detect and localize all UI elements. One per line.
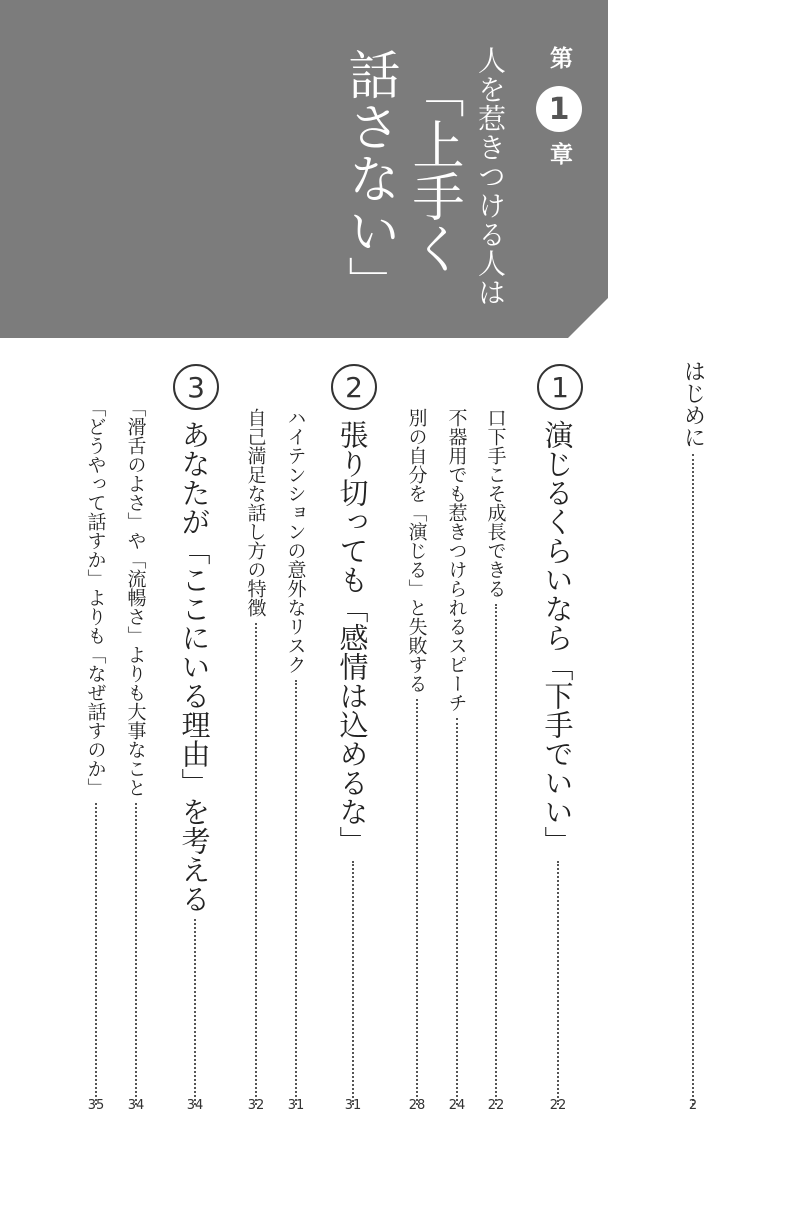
toc-entry-title: はじめに (680, 360, 706, 448)
toc-item-3-1[interactable] (121, 398, 151, 1105)
toc-section-title: あなたが「ここにいる理由」を考える (177, 420, 212, 913)
leader-dots (495, 604, 497, 1105)
toc-item-title: 不器用でも惹きつけられるスピーチ (445, 408, 468, 712)
toc-section-2[interactable] (333, 420, 373, 1105)
leader-dots (295, 680, 297, 1105)
page-number-section-3: 34 (186, 1098, 204, 1113)
page-number-item-3-2: 35 (87, 1098, 105, 1113)
toc-item-title: 「滑舌のよさ」や「流暢さ」よりも大事なこと (124, 398, 147, 797)
toc-item-title: ハイテンションの意外なリスク (284, 408, 307, 674)
toc-section-3[interactable] (175, 420, 215, 1105)
leader-dots (456, 718, 458, 1105)
leader-dots (194, 919, 196, 1105)
section-number: 1 (551, 370, 569, 404)
section-number-badge-1 (537, 364, 583, 410)
toc-item-title: 「どうやって話すか」よりも「なぜ話すのか」 (84, 398, 107, 797)
leader-dots (352, 861, 354, 1105)
chapter-header-panel (0, 0, 608, 338)
leader-dots (557, 861, 559, 1105)
chapter-label-sho: 章 (546, 142, 572, 165)
toc-item-2-1[interactable] (281, 408, 311, 1105)
toc-item-1-3[interactable] (402, 408, 432, 1105)
section-number: 3 (187, 370, 205, 404)
toc-item-title: 自己満足な話し方の特徴 (244, 408, 267, 617)
page-number-item-3-1: 34 (127, 1098, 145, 1113)
toc-item-1-2[interactable] (442, 408, 472, 1105)
leader-dots (95, 803, 97, 1105)
toc-section-title: 演じるくらいなら「下手でいい」 (540, 420, 575, 855)
page-number-section-1: 22 (549, 1098, 567, 1113)
chapter-label-dai: 第 (546, 46, 572, 69)
section-number-badge-3 (173, 364, 219, 410)
toc-section-title: 張り切っても「感情は込めるな」 (335, 420, 370, 855)
chapter-subtitle: 人を惹きつける人は (474, 46, 507, 307)
toc-entry-hajimeni[interactable] (676, 360, 710, 1105)
page-number-item-2-1: 31 (287, 1098, 305, 1113)
toc-section-1[interactable] (538, 420, 578, 1105)
section-number: 2 (345, 370, 363, 404)
section-number-badge-2 (331, 364, 377, 410)
toc-item-title: 口下手こそ成長できる (484, 408, 507, 598)
page-number-item-2-2: 32 (247, 1098, 265, 1113)
chapter-number: 1 (548, 91, 570, 127)
leader-dots (416, 699, 418, 1105)
toc-item-title: 別の自分を「演じる」と失敗する (405, 408, 428, 693)
toc-item-1-1[interactable] (481, 408, 511, 1105)
chapter-title-line1: 「上手く (403, 66, 463, 274)
chapter-number-badge (536, 86, 582, 132)
page-number-section-2: 31 (344, 1098, 362, 1113)
toc-item-2-2[interactable] (241, 408, 271, 1105)
page-number-item-1-2: 24 (448, 1098, 466, 1113)
leader-dots (255, 623, 257, 1105)
chapter-title-line2: 話さない」 (339, 48, 399, 308)
page-number-hajimeni: 2 (688, 1098, 698, 1113)
page-number-item-1-3: 28 (408, 1098, 426, 1113)
leader-dots (692, 454, 694, 1105)
leader-dots (135, 803, 137, 1105)
page-number-item-1-1: 22 (487, 1098, 505, 1113)
toc-item-3-2[interactable] (81, 398, 111, 1105)
